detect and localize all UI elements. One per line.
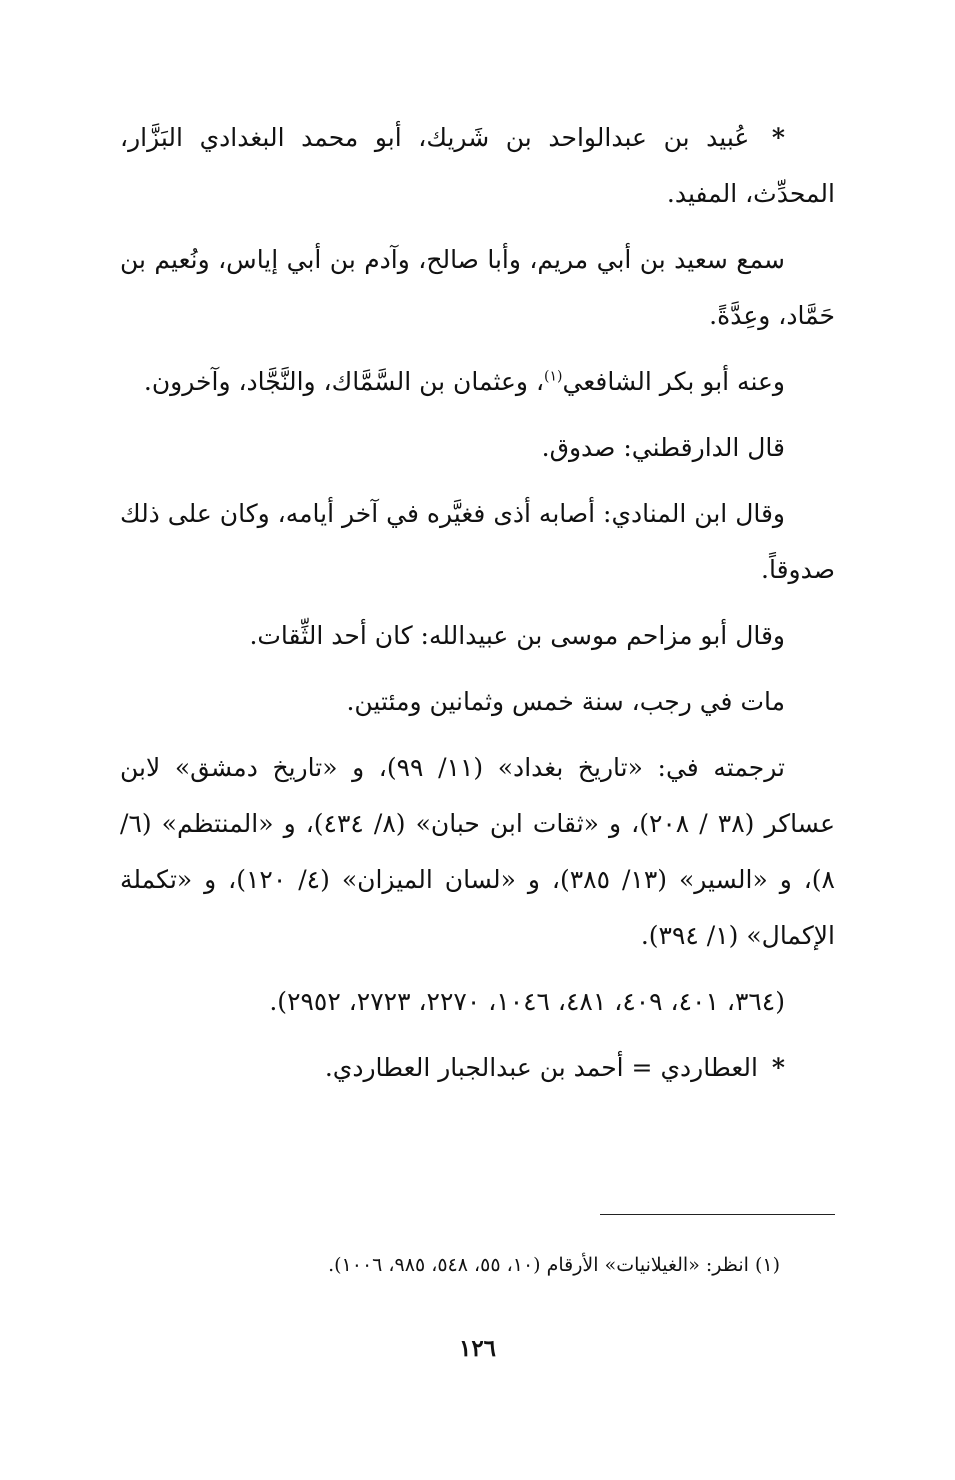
entry-heading-text: عُبيد بن عبدالواحد بن شَريك، أبو محمد البغدادي البَزَّار، المحدِّث، المفيد. [120, 123, 835, 208]
footnote: (١) انظر: «الغيلانيات» الأرقام (١٠، ٥٥، ٥٤٨، ٩٨٥، ١٠٠٦). [328, 1254, 780, 1276]
footnote-separator [600, 1214, 835, 1215]
narrators-text-after: ، وعثمان بن السَّمَّاك، والنَّجَّاد، وآخرون. [143, 367, 545, 396]
page-body [120, 110, 835, 1106]
cross-reference-text: العطاردي = أحمد بن عبدالجبار العطاردي. [324, 1053, 758, 1082]
page-number: ١٢٦ [458, 1335, 497, 1362]
sources-paragraph: ترجمته في: «تاريخ بغداد» (١١/ ٩٩)، و «تاريخ دمشق» لابن عساكر (٣٨ / ٢٠٨)، و «ثقات ابن حبان» (٨/ ٤٣٤)، و «المنتظم» (٦/ ٨)، و «السير» (١٣/ ٣٨٥)، و «لسان الميزان» (٤/ ١٢٠)، و «تكملة الإكمال» (١/ ٣٩٤). [120, 753, 835, 950]
heard-from-paragraph: سمع سعيد بن أبي مريم، وأبا صالح، وآدم بن أبي إياس، ونُعيم بن حَمَّاد، وعِدَّةً. [120, 245, 835, 330]
reference-numbers: (٣٦٤، ٤٠١، ٤٠٩، ٤٨١، ١٠٤٦، ٢٢٧٠، ٢٧٢٣، ٢٩٥٢). [269, 987, 785, 1016]
entry-bullet: * [771, 1053, 785, 1082]
footnote-reference: (١) [544, 368, 563, 385]
ibn-munadi-quote: وقال ابن المنادي: أصابه أذى فغيَّره في آخر أيامه، وكان على ذلك صدوقاً. [120, 499, 835, 584]
entry-heading [120, 110, 835, 222]
narrators-text-before: وعنه أبو بكر الشافعي [562, 367, 785, 396]
entry-bullet: * [771, 123, 785, 152]
cross-reference-entry [120, 1040, 835, 1096]
abu-muzahim-quote: وقال أبو مزاحم موسى بن عبيدالله: كان أحد الثِّقات. [249, 621, 785, 650]
daraqutni-quote: قال الدارقطني: صدوق. [541, 433, 785, 462]
narrators-paragraph [120, 354, 835, 410]
death-paragraph: مات في رجب، سنة خمس وثمانين ومئتين. [346, 687, 785, 716]
